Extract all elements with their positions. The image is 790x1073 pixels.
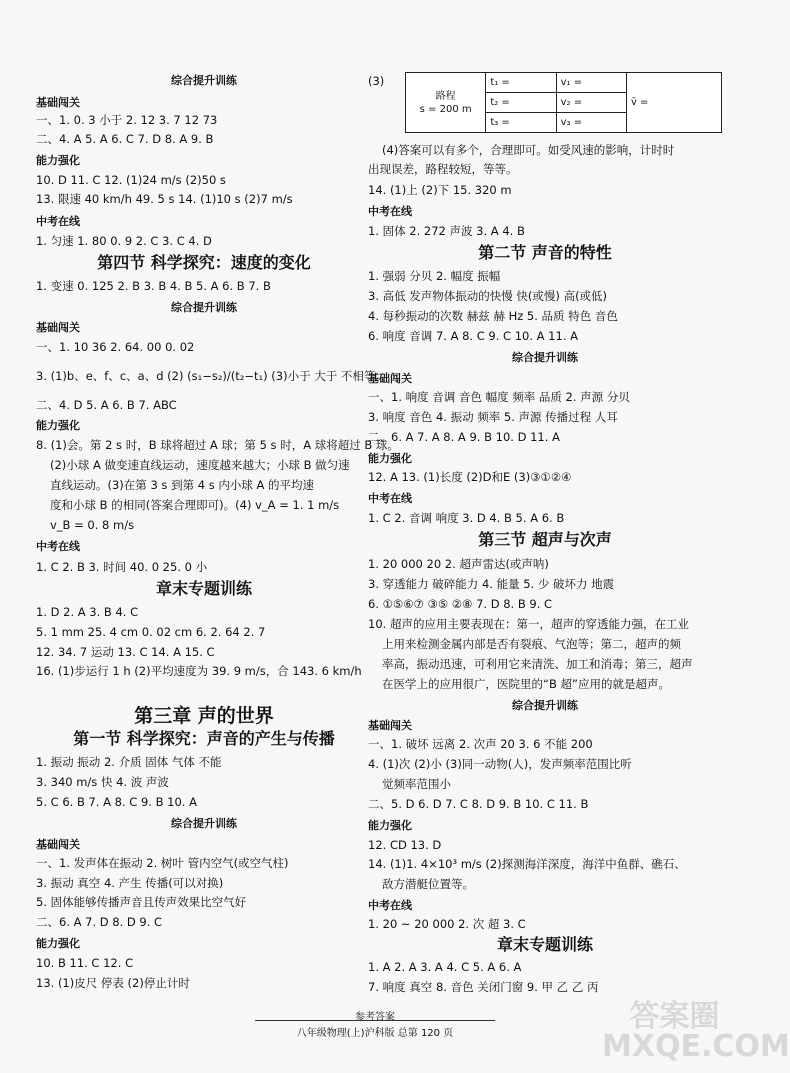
answer-line: 5. C 6. B 7. A 8. C 9. B 10. A <box>36 795 197 809</box>
answer-line: 12. A 13. (1)长度 (2)D和E (3)③①②④ <box>368 470 572 484</box>
answer-line: 14. (1)1. 4×10³ m/s (2)探测海洋深度，海洋中鱼群、礁石、 <box>368 857 686 871</box>
data-table <box>405 72 722 133</box>
label: 能力强化 <box>368 819 412 832</box>
answer-line: 1. 强弱 分贝 2. 幅度 振幅 <box>368 269 501 283</box>
label: 基础闯关 <box>368 719 412 732</box>
distance-value: s = 200 m <box>419 103 472 115</box>
speed-cell: v₂ = <box>556 93 626 113</box>
answer-line: 4. 每秒振动的次数 赫兹 赫 Hz 5. 品质 特色 音色 <box>368 309 618 323</box>
answer-line: 率高，振动迅速，可利用它来清洗、加工和消毒；第三，超声 <box>382 657 693 671</box>
answer-line: 8. (1)会。第 2 s 时，B 球将超过 A 球；第 5 s 时，A 球将超过 B 球。 <box>36 438 399 452</box>
answer-line: 二、6. A 7. A 8. A 9. B 10. D 11. A <box>368 430 560 444</box>
section-heading: 综合提升训练 <box>171 74 237 87</box>
answer-line: 1. 变速 0. 125 2. B 3. B 4. B 5. A 6. B 7. B <box>36 279 271 293</box>
distance-cell <box>406 73 486 133</box>
answer-line: 敌方潜艇位置等。 <box>382 877 474 891</box>
label: 中考在线 <box>36 215 80 228</box>
answer-line: 14. (1)上 (2)下 15. 320 m <box>368 183 512 197</box>
section-title: 章末专题训练 <box>155 579 252 598</box>
answer-line: 一、1. 响度 音调 音色 幅度 频率 品质 2. 声源 分贝 <box>368 390 630 404</box>
label: 基础闯关 <box>36 321 80 334</box>
answer-line: 1. 20 000 20 2. 超声雷达(或声呐) <box>368 557 549 571</box>
answer-line: 一、1. 发声体在振动 2. 树叶 管内空气(或空气柱) <box>36 856 289 870</box>
answer-line: 3. 响度 音色 4. 振动 频率 5. 声源 传播过程 人耳 <box>368 410 618 424</box>
label: 能力强化 <box>36 937 80 950</box>
answer-line: 1. C 2. 音调 响度 3. D 4. B 5. A 6. B <box>368 511 565 525</box>
answer-line: 13. (1)皮尺 停表 (2)停止计时 <box>36 976 190 990</box>
section-title: 第一节 科学探究：声音的产生与传播 <box>73 729 335 748</box>
answer-line: (2)小球 A 做变速直线运动，速度越来越大；小球 B 做匀速 <box>50 458 350 472</box>
answer-line: 1. 匀速 1. 80 0. 9 2. C 3. C 4. D <box>36 234 212 248</box>
footer-page-info: 八年级物理(上)沪科版 总第 120 页 <box>296 1028 454 1039</box>
footer-divider <box>255 1020 495 1021</box>
answer-line: 3. 穿透能力 破碎能力 4. 能量 5. 少 破坏力 地震 <box>368 577 615 591</box>
answer-line: 二、5. D 6. D 7. C 8. D 9. B 10. C 11. B <box>368 797 589 811</box>
label: 中考在线 <box>36 540 80 553</box>
time-cell: t₁ = <box>486 73 556 93</box>
answer-line: 一、1. 10 36 2. 64. 00 0. 02 <box>36 340 195 354</box>
answer-line: 度和小球 B 的相同(答案合理即可)。(4) v_A = 1. 1 m/s <box>50 498 340 512</box>
answer-line: 1. 20 ~ 20 000 2. 次 超 3. C <box>368 917 526 931</box>
answer-line: 3. (1)b、e、f、c、a、d (2) (s₁−s₂)/(t₂−t₁) (3)小于 大于 不相等 <box>36 369 376 383</box>
answer-line: 1. 振动 振动 2. 介质 固体 气体 不能 <box>36 755 222 769</box>
answer-line: 1. 固体 2. 272 声波 3. A 4. B <box>368 224 525 238</box>
label: 基础闯关 <box>36 96 80 109</box>
answer-line: 二、6. A 7. D 8. D 9. C <box>36 915 163 929</box>
label: 中考在线 <box>368 899 412 912</box>
answer-line: 二、4. A 5. A 6. C 7. D 8. A 9. B <box>36 132 214 146</box>
answer-line: 12. CD 13. D <box>368 838 442 852</box>
answer-line: 10. D 11. C 12. (1)24 m/s (2)50 s <box>36 173 226 187</box>
section-heading: 综合提升训练 <box>171 301 237 314</box>
answer-line: (3) <box>368 74 385 88</box>
section-title: 第四节 科学探究：速度的变化 <box>97 253 311 272</box>
answer-line: 7. 响度 真空 8. 音色 关闭门窗 9. 甲 乙 乙 丙 <box>368 980 599 994</box>
answer-line: v_B = 0. 8 m/s <box>50 518 135 532</box>
chapter-title: 第三章 声的世界 <box>134 705 274 727</box>
answer-line: 16. (1)步运行 1 h (2)平均速度为 39. 9 m/s，合 143. 6 km/h <box>36 664 362 678</box>
distance-label: 路程 <box>435 90 456 102</box>
average-speed-cell: v̄ = <box>626 73 721 133</box>
answer-line: 10. B 11. C 12. C <box>36 956 134 970</box>
time-cell: t₃ = <box>486 113 556 133</box>
answer-line: 6. ①⑤⑥⑦ ③⑤ ②⑧ 7. D 8. B 9. C <box>368 597 553 611</box>
answer-line: 3. 高低 发声物体振动的快慢 快(或慢) 高(或低) <box>368 289 608 303</box>
footer-title: 参考答案 <box>355 1012 395 1023</box>
label: 基础闯关 <box>368 372 412 385</box>
section-title: 章末专题训练 <box>496 935 593 954</box>
label: 能力强化 <box>36 154 80 167</box>
answer-line: 1. D 2. A 3. B 4. C <box>36 605 139 619</box>
answer-line: 3. 振动 真空 4. 产生 传播(可以对换) <box>36 876 224 890</box>
answer-line: 在医学上的应用很广，医院里的“B 超”应用的就是超声。 <box>382 677 670 691</box>
answer-line: 1. A 2. A 3. A 4. C 5. A 6. A <box>368 960 522 974</box>
time-cell: t₂ = <box>486 93 556 113</box>
answer-line: 12. 34. 7 运动 13. C 14. A 15. C <box>36 645 215 659</box>
answer-line: 5. 1 mm 25. 4 cm 0. 02 cm 6. 2. 64 2. 7 <box>36 625 266 639</box>
label: 中考在线 <box>368 205 412 218</box>
label: 基础闯关 <box>36 838 80 851</box>
speed-cell: v₁ = <box>556 73 626 93</box>
answer-line: 直线运动。(3)在第 3 s 到第 4 s 内小球 A 的平均速 <box>50 478 315 492</box>
answer-line: 一、1. 破坏 远离 2. 次声 20 3. 6 不能 200 <box>368 737 593 751</box>
answer-line: 出现误差，路程较短，等等。 <box>368 162 518 176</box>
section-title: 第三节 超声与次声 <box>478 530 612 549</box>
label: 能力强化 <box>36 419 80 432</box>
answer-line: 一、1. 0. 3 小于 2. 12 3. 7 12 73 <box>36 113 218 127</box>
label: 中考在线 <box>368 492 412 505</box>
answer-line: 二、4. D 5. A 6. B 7. ABC <box>36 398 177 412</box>
answer-line: 5. 固体能够传播声音且传声效果比空气好 <box>36 895 247 909</box>
section-heading: 综合提升训练 <box>512 351 578 364</box>
answer-line: 3. 340 m/s 快 4. 波 声波 <box>36 775 169 789</box>
answer-line: 1. C 2. B 3. 时间 40. 0 25. 0 小 <box>36 560 208 574</box>
label: 能力强化 <box>368 452 412 465</box>
answer-line: (4)答案可以有多个，合理即可。如受风速的影响，计时时 <box>382 143 675 157</box>
answer-line: 4. (1)次 (2)小 (3)同一动物(人)，发声频率范围比听 <box>368 757 632 771</box>
watermark-logo: 答案圈 MXQE.COM <box>602 999 790 1064</box>
answer-line: 13. 限速 40 km/h 49. 5 s 14. (1)10 s (2)7 m/s <box>36 192 293 206</box>
answer-line: 10. 超声的应用主要表现在：第一，超声的穿透能力强，在工业 <box>368 617 689 631</box>
section-title: 第二节 声音的特性 <box>478 243 612 262</box>
section-heading: 综合提升训练 <box>512 699 578 712</box>
answer-line: 觉频率范围小 <box>382 777 451 791</box>
speed-cell: v₃ = <box>556 113 626 133</box>
answer-line: 上用来检测金属内部是否有裂痕、气泡等；第二，超声的频 <box>382 637 681 651</box>
answer-line: 6. 响度 音调 7. A 8. C 9. C 10. A 11. A <box>368 329 578 343</box>
section-heading: 综合提升训练 <box>171 817 237 830</box>
